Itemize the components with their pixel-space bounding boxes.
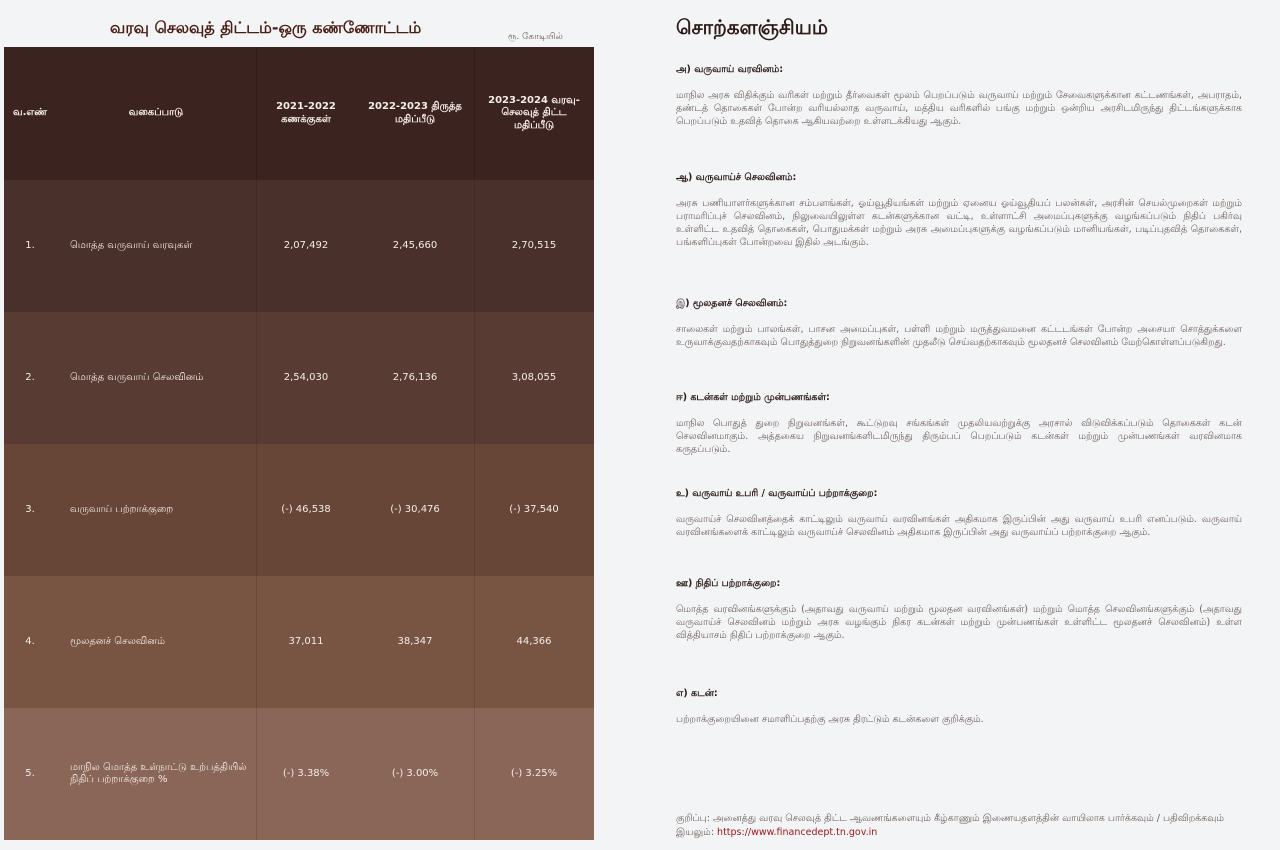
budget-overview-panel [0,0,600,850]
table-row [4,312,594,444]
row-label: வருவாய் பற்றாக்குறை [70,503,174,515]
row-sno: 4. [25,635,35,647]
glossary-term: இ) மூலதனச் செலவினம்: [676,298,788,309]
glossary-title: சொற்களஞ்சியம் [676,15,828,39]
finance-dept-link[interactable]: https://www.financedept.tn.gov.in [717,827,878,838]
row-value-2023-24: 3,08,055 [511,371,557,383]
row-value-2022-23: 2,45,660 [392,239,438,251]
row-sno: 5. [25,767,35,779]
glossary-definition: அரசு பணியாளர்களுக்கான சம்பளங்கள், ஓய்வூதியங்கள் மற்றும் ஏனைய ஓய்வூதியப் பலன்கள், அரசின் செயல்முறைகள் மற்றும் பராமரிப்புச் செலவினம், நிலுவையிலுள்ள கடன்களுக்கான வட்டி, உள்ளாட்சி அமைப்புகளுக்கு வழங்கப்படும் நிதிப் பகிர்வு உள்ளிட்ட உதவித் தொகைகள், பொதுமக்கள் மற்றும் அரசு அமைப்புகளுக்கு வழங்கப்படும் மானியங்கள், படிப்புதவித் தொகைகள், பங்களிப்புகள் போன்றவை இதில் அடங்கும். [676,198,1242,248]
table-title: வரவு செலவுத் திட்டம்-ஒரு கண்ணோட்டம் [110,18,422,37]
glossary-item [676,488,1242,539]
row-value-2021-22: (-) 3.38% [282,767,330,779]
glossary-term: ஈ) கடன்கள் மற்றும் முன்பணங்கள்: [676,392,830,403]
glossary-term: எ) கடன்: [676,688,718,699]
row-value-2021-22: 37,011 [288,635,324,647]
glossary-definition: பற்றாக்குறையினை சமாளிப்பதற்கு அரசு திரட்டும் கடன்களை குறிக்கும். [676,714,984,725]
table-row [4,444,594,576]
glossary-term: ஆ) வருவாய்ச் செலவினம்: [676,172,797,183]
row-value-2021-22: 2,54,030 [283,371,329,383]
row-sno: 1. [25,239,35,251]
table-row [4,180,594,312]
header-2021-22: 2021-2022 கணக்குகள் [276,101,336,125]
column-divider [474,47,475,840]
glossary-definition: சாலைகள் மற்றும் பாலங்கள், பாசன அமைப்புகள், பள்ளி மற்றும் மருத்துவமனை கட்டடங்கள் போன்ற அசையா சொத்துக்களை உருவாக்குவதற்காகவும் பொதுத்துறை நிறுவனங்களின் முதலீடு செய்வதற்காகவும் மூலதனச் செலவினம் மேற்கொள்ளப்படுகிறது. [676,324,1242,348]
column-divider [256,47,257,840]
footnote [676,812,1242,840]
row-sno: 3. [25,503,35,515]
glossary-definition: மொத்த வரவினங்களுக்கும் (அதாவது வருவாய் மற்றும் மூலதன வரவினங்கள்) மற்றும் மொத்த செலவினங்களுக்கும் (அதாவது வருவாய்ச் செலவினம் மற்றும் அரசு வழங்கும் நிகர கடன்கள் மற்றும் முன்பணங்கள் உள்ளிட்ட மூலதனச் செலவினம்) உள்ள வித்தியாசம் நிதிப் பற்றாக்குறை ஆகும். [676,604,1242,641]
row-label: மொத்த வருவாய் வரவுகள் [70,239,193,251]
row-sno: 2. [25,371,35,383]
glossary-definition: மாநில அரசு விதிக்கும் வரிகள் மற்றும் தீர்வைகள் மூலம் பெறப்படும் வருவாய் மற்றும் சேவைகளுக்கான கட்டணங்கள், அபராதம், தண்டத் தொகைகள் போன்ற வரியல்லாத வருவாய், மத்திய வரிகளில் பங்கு மற்றும் ஒன்றிய அரசிடமிருந்து திட்டங்களுக்காக பெறப்படும் உதவித் தொகை ஆகியவற்றை உள்ளடக்கியது ஆகும். [676,90,1242,127]
glossary-item [676,298,1242,349]
header-sno: வ.எண் [13,107,47,119]
budget-table [4,47,594,840]
glossary-item [676,578,1242,642]
glossary-definition: மாநில பொதுத் துறை நிறுவனங்கள், கூட்டுறவு சங்கங்கள் முதலியவற்றுக்கு அரசால் விடுவிக்கப்படும் தொகைகள் கடன் செலவினமாகும். அத்தகைய நிறுவனங்களிடமிருந்து திரும்பப் பெறப்படும் கடன்கள் மற்றும் முன்பணங்கள் வரவினமாக கருதப்படும். [676,418,1242,455]
header-2022-23: 2022-2023 திருத்த மதிப்பீடு [368,101,462,125]
glossary-item [676,64,1242,128]
header-category: வகைப்பாடு [128,107,184,119]
row-value-2022-23: 2,76,136 [392,371,438,383]
row-label: மூலதனச் செலவினம் [70,635,166,647]
row-value-2023-24: 2,70,515 [511,239,557,251]
row-value-2021-22: (-) 46,538 [281,503,331,515]
footnote-text: குறிப்பு: அனைத்து வரவு செலவுத் திட்ட ஆவணங்களையும் கீழ்காணும் இணையதளத்தின் வாயிலாக பார்க்கவும் / பதிவிறக்கவும் இயலும்: [676,813,1225,838]
row-value-2023-24: (-) 37,540 [509,503,559,515]
row-label: மாநில மொத்த உள்நாட்டு உற்பத்தியில் நிதிப் பற்றாக்குறை % [70,761,247,785]
glossary-term: உ) வருவாய் உபரி / வருவாய்ப் பற்றாக்குறை: [676,488,878,499]
table-header-row [4,47,594,180]
row-label: மொத்த வருவாய் செலவினம் [70,371,204,383]
row-value-2021-22: 2,07,492 [283,239,329,251]
table-row [4,708,594,840]
glossary-definition: வருவாய்ச் செலவினத்தைக் காட்டிலும் வருவாய் வரவினங்கள் அதிகமாக இருப்பின் அது வருவாய் உபரி எனப்படும். வருவாய் வரவினங்களைக் காட்டிலும் வருவாய்ச் செலவினம் அதிகமாக இருப்பின் அது வருவாய்ப் பற்றாக்குறை ஆகும். [676,514,1242,538]
glossary-item [676,172,1242,249]
glossary-panel [676,0,1246,850]
row-value-2023-24: 44,366 [516,635,552,647]
glossary-item [676,688,1242,726]
row-value-2022-23: (-) 30,476 [390,503,440,515]
header-2023-24: 2023-2024 வரவு-செலவுத் திட்ட மதிப்பீடு [488,94,580,131]
unit-label: ரூ. கோடியில் [508,32,563,42]
row-value-2023-24: (-) 3.25% [510,767,558,779]
glossary-item [676,392,1242,456]
glossary-term: அ) வருவாய் வரவினம்: [676,64,784,75]
row-value-2022-23: 38,347 [397,635,433,647]
glossary-term: ஊ) நிதிப் பற்றாக்குறை: [676,578,781,589]
table-row [4,576,594,708]
row-value-2022-23: (-) 3.00% [391,767,439,779]
